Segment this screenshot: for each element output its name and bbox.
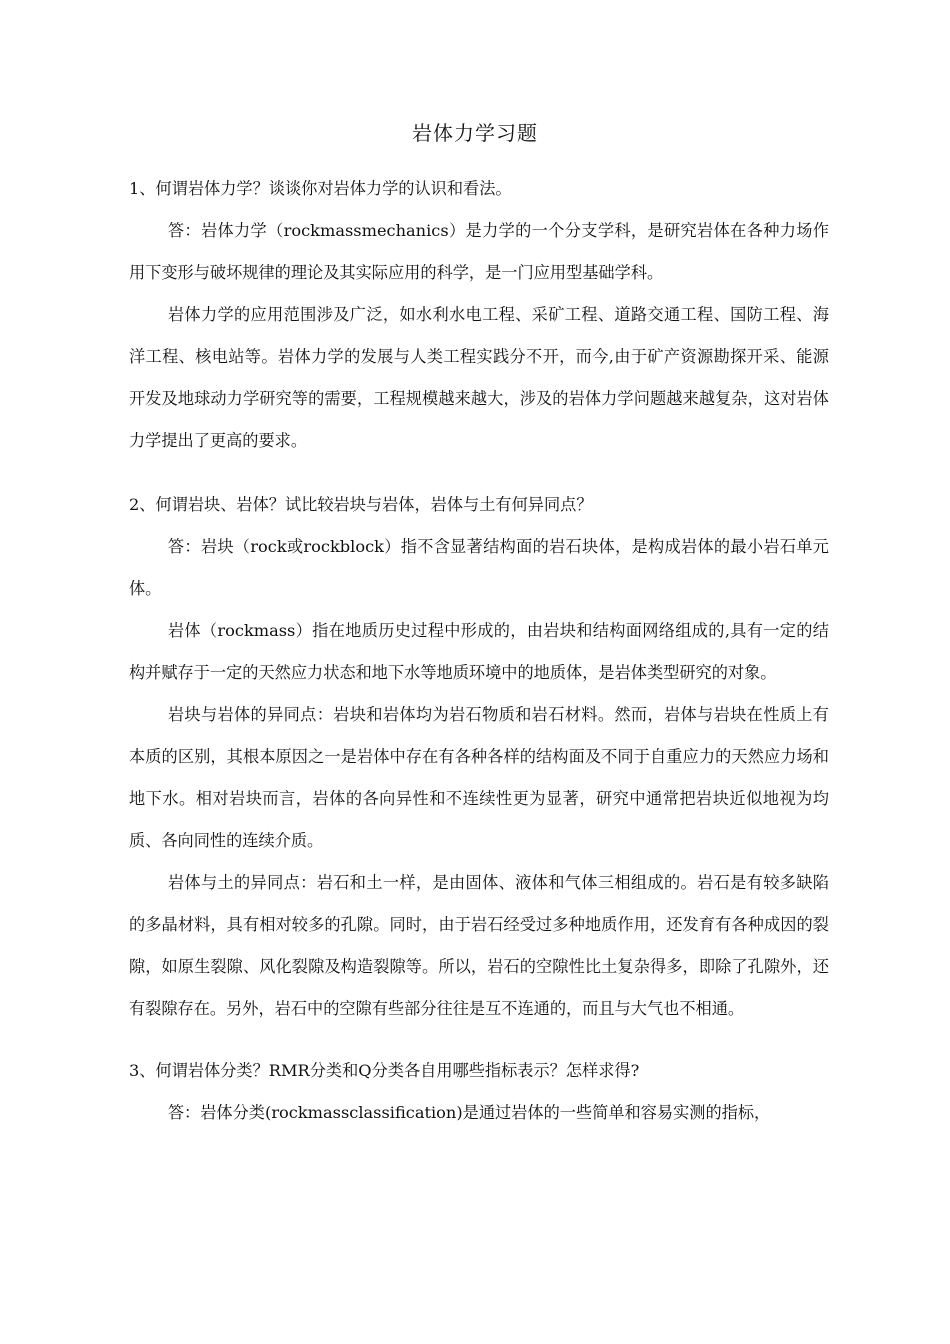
answer-2-paragraph-4: 岩体与土的异同点：岩石和土一样，是由固体、液体和气体三相组成的。岩石是有较多缺陷的多晶材料，具有相对较多的孔隙。同时，由于岩石经受过多种地质作用，还发育有各种成因的裂隙，如原生裂隙、风化裂隙及构造裂隙等。所以，岩石的空隙性比土复杂得多，即除了孔隙外，还有裂隙存在。另外，岩石中的空隙有些部分往往是互不连通的，而且与大气也不相通。 bbox=[129, 873, 829, 1018]
document-body bbox=[129, 168, 829, 1134]
answer-3-paragraph-1: 答：岩体分类(rockmassclassification)是通过岩体的一些简单和容易实测的指标， bbox=[167, 1103, 771, 1122]
question-3: 3、何谓岩体分类？RMR分类和Q分类各自用哪些指标表示？怎样求得? bbox=[129, 1061, 640, 1080]
question-1: 1、何谓岩体力学？谈谈你对岩体力学的认识和看法。 bbox=[129, 179, 512, 198]
document-title: 岩体力学习题 bbox=[412, 121, 538, 145]
answer-2-paragraph-3: 岩块与岩体的异同点：岩块和岩体均为岩石物质和岩石材料。然而，岩体与岩块在性质上有本质的区别，其根本原因之一是岩体中存在有各种各样的结构面及不同于自重应力的天然应力场和地下水。相对岩块而言，岩体的各向异性和不连续性更为显著，研究中通常把岩块近似地视为均质、各向同性的连续介质。 bbox=[129, 705, 829, 850]
answer-2-paragraph-1: 答：岩块（rock或rockblock）指不含显著结构面的岩石块体，是构成岩体的最小岩石单元体。 bbox=[129, 537, 829, 598]
question-2: 2、何谓岩块、岩体？试比较岩块与岩体，岩体与土有何异同点？ bbox=[129, 495, 593, 514]
answer-1-paragraph-2: 岩体力学的应用范围涉及广泛，如水利水电工程、采矿工程、道路交通工程、国防工程、海洋工程、核电站等。岩体力学的发展与人类工程实践分不开，而今,由于矿产资源勘探开采、能源开发及地球动力学研究等的需要，工程规模越来越大，涉及的岩体力学问题越来越复杂，这对岩体力学提出了更高的要求。 bbox=[129, 305, 829, 450]
answer-2-paragraph-2: 岩体（rockmass）指在地质历史过程中形成的，由岩块和结构面网络组成的,具有一定的结构并赋存于一定的天然应力状态和地下水等地质环境中的地质体，是岩体类型研究的对象。 bbox=[129, 621, 829, 682]
answer-1-paragraph-1: 答：岩体力学（rockmassmechanics）是力学的一个分支学科，是研究岩体在各种力场作用下变形与破坏规律的理论及其实际应用的科学，是一门应用型基础学科。 bbox=[129, 221, 829, 282]
